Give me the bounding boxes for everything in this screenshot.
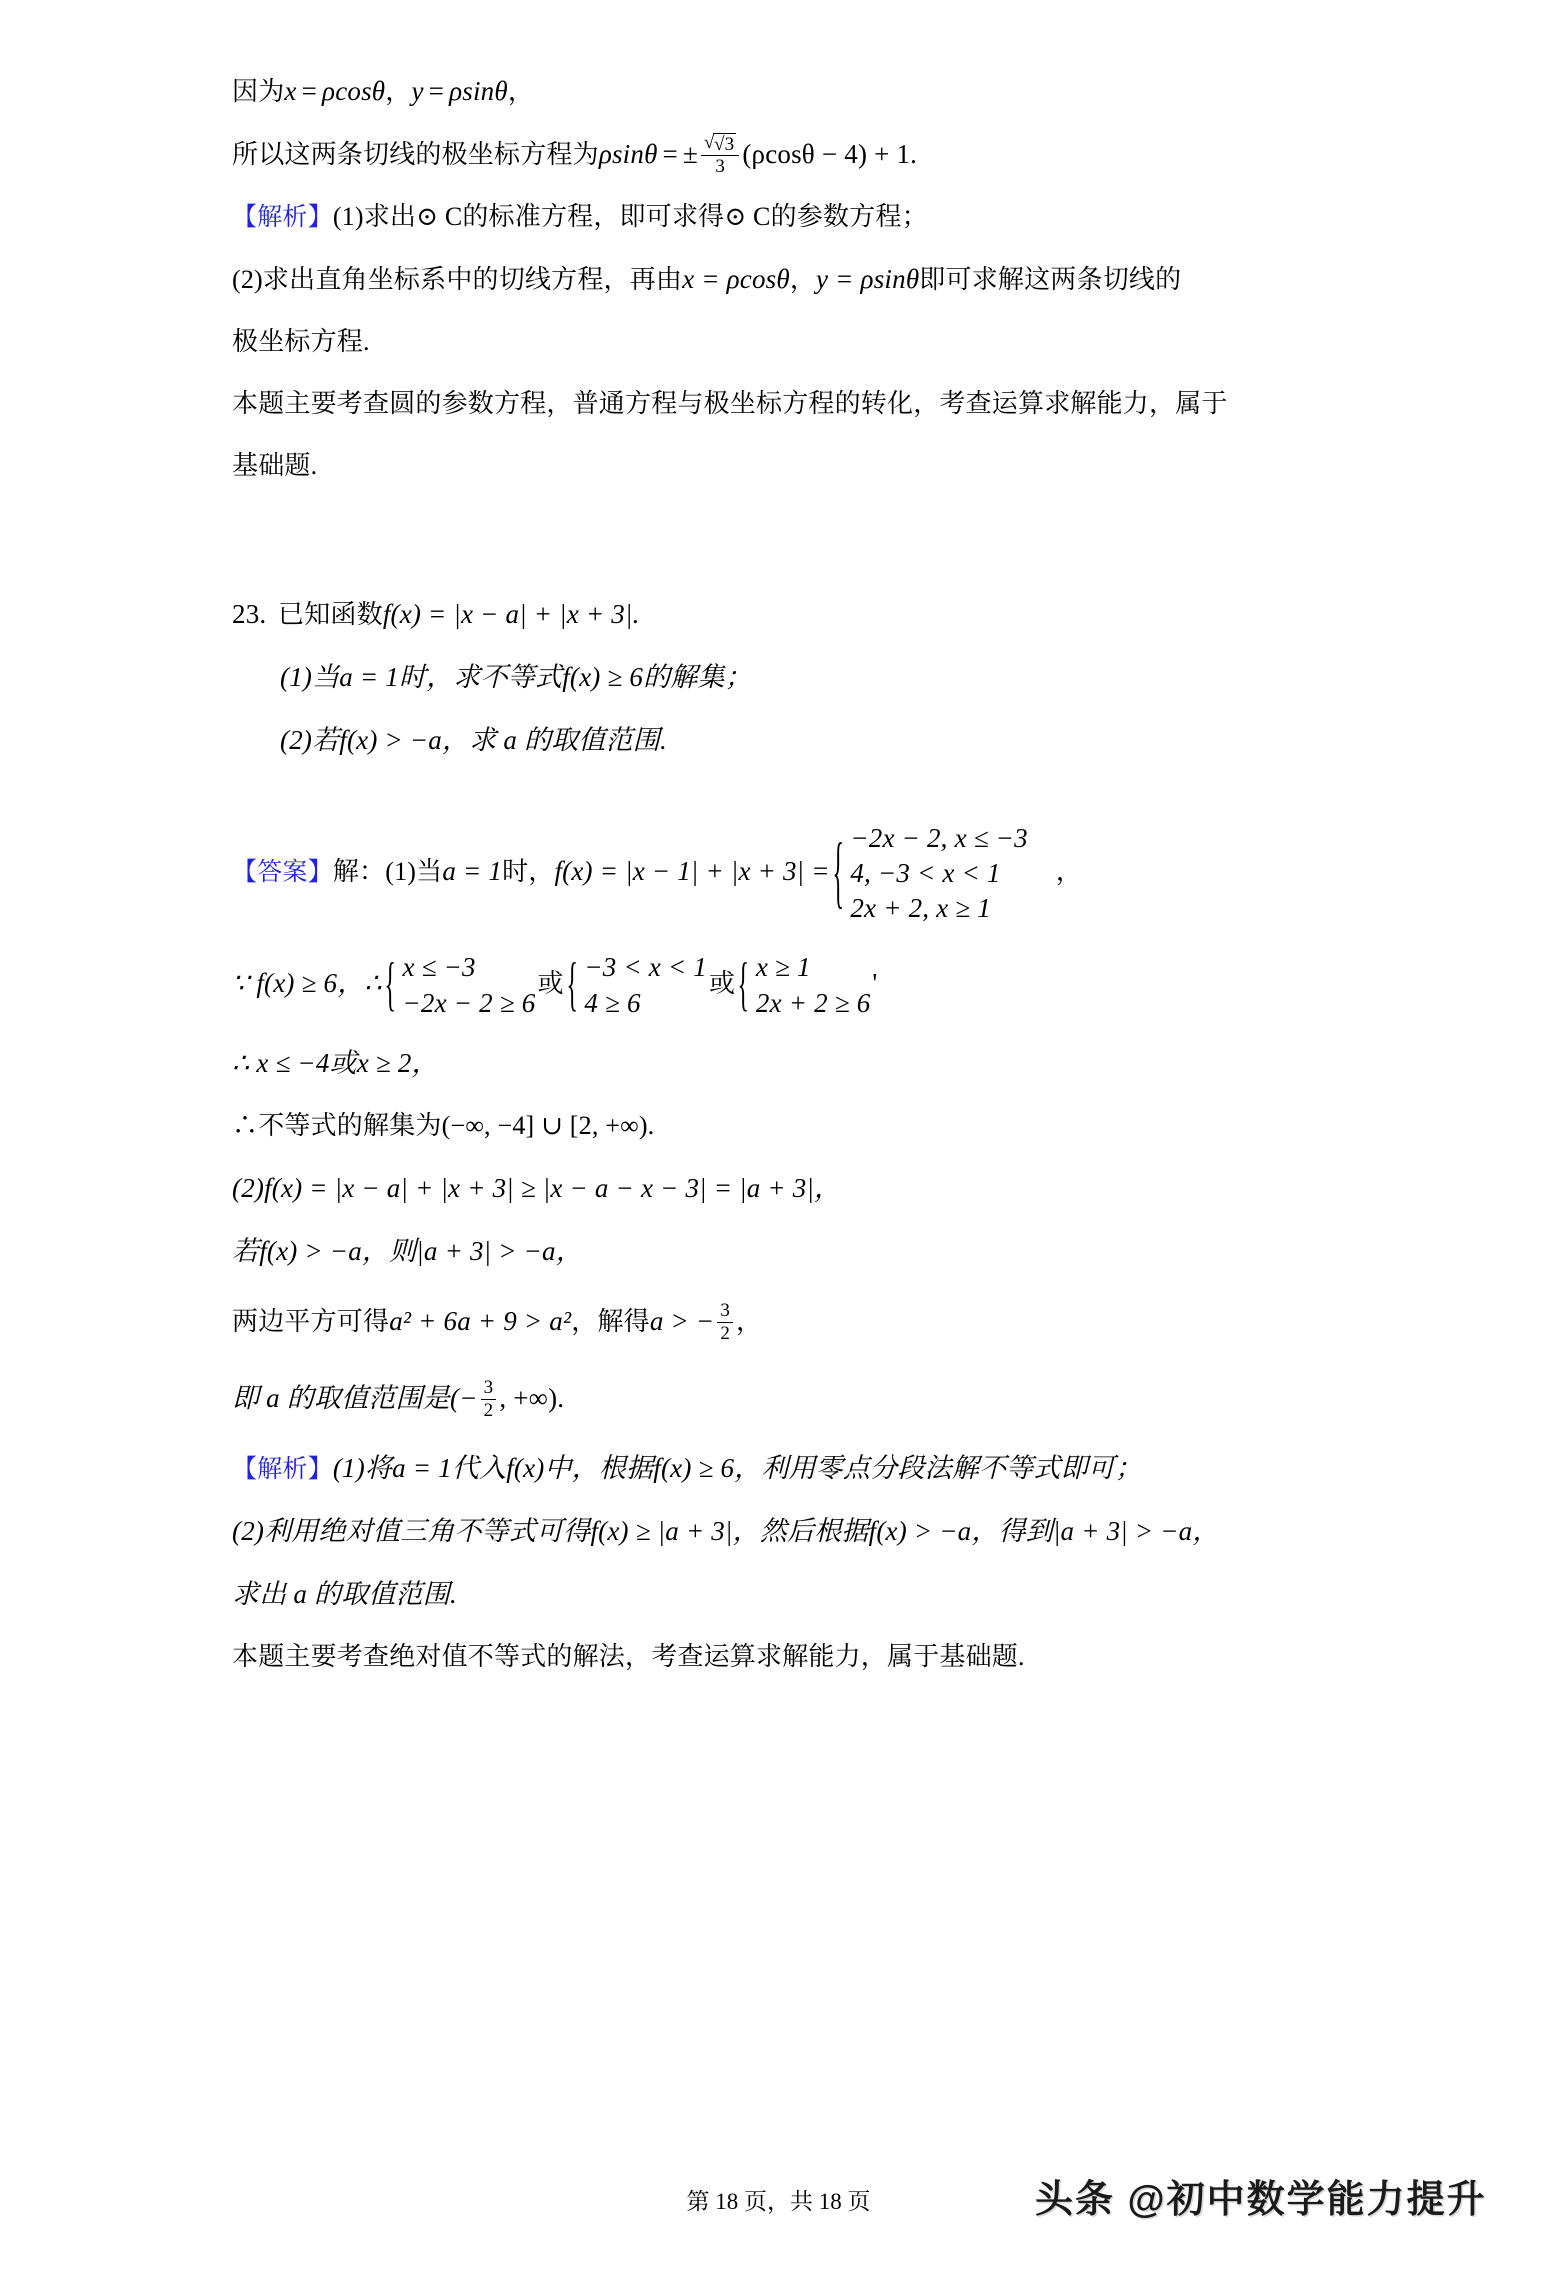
q22-y: y <box>411 76 424 106</box>
q22-analysis-eq2: y = ρsinθ <box>816 264 920 294</box>
q23-frac-3-2-b <box>481 1377 497 1421</box>
q23-cases2-trailing: ' <box>872 968 878 998</box>
q22-comma-2: ， <box>507 77 535 106</box>
q23-or-1: 或 <box>537 969 564 998</box>
q23-answer-line3-text: ∴ x ≤ −4或x ≥ 2， <box>232 1048 439 1078</box>
q22-rcos: ρcosθ <box>322 76 386 106</box>
frac-denominator: 2 <box>481 1399 497 1421</box>
q23-answer-line-8 <box>232 1360 1342 1437</box>
case-row: 2x + 2, x ≥ 1 <box>850 892 991 923</box>
q23-analysis-2-text: (2)利用绝对值三角不等式可得f(x) ≥ |a + 3|，然后根据f(x) > −a，得到|a + 3| > −a， <box>232 1516 1220 1546</box>
q23-answer-line5-text: (2)f(x) = |x − a| + |x + 3| ≥ |x − a − x − 3| = |a + 3|， <box>232 1173 842 1203</box>
q22-analysis-line-1 <box>232 186 1342 248</box>
q23-analysis-line-4 <box>232 1626 1342 1688</box>
q23-analysis-1-text: (1)将a = 1代入f(x)中，根据f(x) ≥ 6，利用零点分段法解不等式即可； <box>332 1453 1143 1483</box>
q22-frac-den: 3 <box>701 155 739 177</box>
q22-because-prefix: 因为 <box>232 77 285 106</box>
case-row: −2x − 2, x ≤ −3 <box>850 822 1028 853</box>
q22-sqrt3-num: √3 <box>714 133 735 155</box>
q22-comma-1: ， <box>385 77 412 106</box>
q22-polar-prefix: 所以这两条切线的极坐标方程为 <box>232 140 599 169</box>
case-row: −2x − 2 ≥ 6 <box>402 988 536 1019</box>
q23-answer-prefix: 解：(1)当 <box>332 857 443 886</box>
q23-part-1 <box>232 646 1342 709</box>
left-brace-icon: { <box>737 950 750 1018</box>
q22-sqrt3-over-3 <box>701 133 739 178</box>
q22-summary-b: 基础题. <box>232 451 318 480</box>
q23-system-c <box>737 949 870 1021</box>
case-row: x ≤ −3 <box>402 952 476 983</box>
q22-analysis-2b: 即可求解这两条切线的 <box>919 265 1182 294</box>
q23-answer-a-val: a = 1 <box>442 856 503 886</box>
frac-numerator: 3 <box>483 1377 494 1399</box>
q23-number: 23. <box>232 599 267 629</box>
page-footer: 第 18 页，共 18 页 <box>686 2189 871 2214</box>
q23-answer-line-7 <box>232 1283 1342 1360</box>
q23-analysis-line-1 <box>232 1437 1342 1500</box>
analysis-tag-1: 【解析】 <box>232 203 333 231</box>
q23-answer-line7-expr: a² + 6a + 9 > a² <box>389 1306 572 1336</box>
q23-analysis-4-text: 本题主要考查绝对值不等式的解法，考查运算求解能力，属于基础题. <box>232 1642 1025 1671</box>
q22-analysis-comma: ， <box>789 265 817 294</box>
q23-stem <box>232 583 1342 646</box>
answer-gap <box>232 772 1342 808</box>
q23-system-a <box>384 949 536 1021</box>
frac-numerator: 3 <box>720 1300 731 1322</box>
q23-answer-line6-text: 若f(x) > −a，则|a + 3| > −a， <box>232 1236 583 1266</box>
section-gap <box>232 497 1342 583</box>
q23-answer-line2-prefix: ∵ f(x) ≥ 6，∴ <box>232 968 382 998</box>
q22-rsin-lhs: ρsinθ <box>598 139 658 169</box>
q23-answer-line-5 <box>232 1157 1342 1220</box>
q23-answer-line-3 <box>232 1032 1342 1095</box>
q23-frac-3-2-a <box>717 1300 733 1344</box>
q23-system-b <box>566 949 707 1021</box>
left-brace-icon: { <box>832 826 844 917</box>
answer-tag: 【答案】 <box>232 858 333 886</box>
q23-analysis-3-text: 求出 a 的取值范围. <box>232 1579 457 1609</box>
q22-equals: = <box>662 139 678 169</box>
q22-summary-a: 本题主要考查圆的参数方程，普通方程与极坐标方程的转化，考查运算求解能力，属于 <box>232 389 1228 418</box>
watermark: 头条 @初中数学能力提升 <box>1035 2179 1487 2221</box>
q23-answer-line8-end: , +∞). <box>499 1383 565 1413</box>
q23-part-1-text: (1)当a = 1时，求不等式f(x) ≥ 6的解集； <box>280 662 752 692</box>
q23-answer-line7-mid: ，解得 <box>571 1307 650 1336</box>
q23-answer-line4-text: ∴不等式的解集为(−∞, −4] ∪ [2, +∞). <box>232 1111 655 1140</box>
q23-answer-line-1 <box>232 808 1342 935</box>
q23-answer-line8-prefix: 即 a 的取值范围是(− <box>232 1383 478 1413</box>
q22-line-polar-eq <box>232 123 1342 186</box>
q23-stem-formula: f(x) = |x − a| + |x + 3|. <box>382 599 640 629</box>
q22-summary-line-1 <box>232 373 1342 435</box>
q23-cases1-trailing: ， <box>1055 857 1083 886</box>
q22-plusminus: ± <box>682 139 699 169</box>
left-brace-icon: { <box>566 950 578 1018</box>
q23-piecewise-cases <box>832 821 1028 926</box>
q22-rsin: ρsinθ <box>449 76 508 106</box>
q23-or-2: 或 <box>708 969 736 998</box>
q23-answer-mid: 时， <box>502 857 555 886</box>
case-row: 2x + 2 ≥ 6 <box>755 988 871 1019</box>
q23-stem-prefix: 已知函数 <box>278 600 383 629</box>
case-row: 4 ≥ 6 <box>584 988 641 1019</box>
case-row: −3 < x < 1 <box>584 952 707 983</box>
q22-analysis-2a: (2)求出直角坐标系中的切线方程，再由 <box>232 265 683 294</box>
q23-part-2 <box>232 709 1342 772</box>
q23-part-2-text: (2)若f(x) > −a，求 a 的取值范围. <box>280 725 667 755</box>
q23-analysis-line-2 <box>232 1500 1342 1563</box>
case-row: x ≥ 1 <box>755 952 811 983</box>
q22-summary-line-2 <box>232 435 1342 497</box>
q23-answer-line7-prefix: 两边平方可得 <box>232 1307 390 1336</box>
q22-analysis-line-2 <box>232 248 1342 311</box>
frac-denominator: 2 <box>717 1322 733 1344</box>
q22-analysis-eq1: x = ρcosθ <box>682 264 790 294</box>
q22-analysis-line-3 <box>232 311 1342 373</box>
analysis-tag-2: 【解析】 <box>232 1455 333 1483</box>
document-body <box>232 60 1342 1688</box>
left-brace-icon: { <box>384 950 396 1018</box>
q22-x: x <box>284 76 297 106</box>
q23-answer-line-6 <box>232 1220 1342 1283</box>
q22-paren-tail: (ρcosθ − 4) + 1. <box>742 139 918 169</box>
case-row: 4, −3 < x < 1 <box>850 857 1001 888</box>
q22-line-because: 因为x = ρcosθ，y = ρsinθ， <box>232 76 535 106</box>
q23-answer-line-4 <box>232 1095 1342 1157</box>
q23-answer-line7-end: ， <box>736 1307 763 1336</box>
q22-analysis-1-text: (1)求出⊙ C的标准方程，即可求得⊙ C的参数方程； <box>332 202 928 231</box>
q23-answer-line-2 <box>232 935 1342 1032</box>
q23-answer-line7-tail: a > − <box>649 1306 715 1336</box>
q22-analysis-2c: 极坐标方程. <box>232 327 370 356</box>
q23-analysis-line-3 <box>232 1563 1342 1626</box>
q23-answer-fx: f(x) = |x − 1| + |x + 3| = <box>554 856 830 886</box>
